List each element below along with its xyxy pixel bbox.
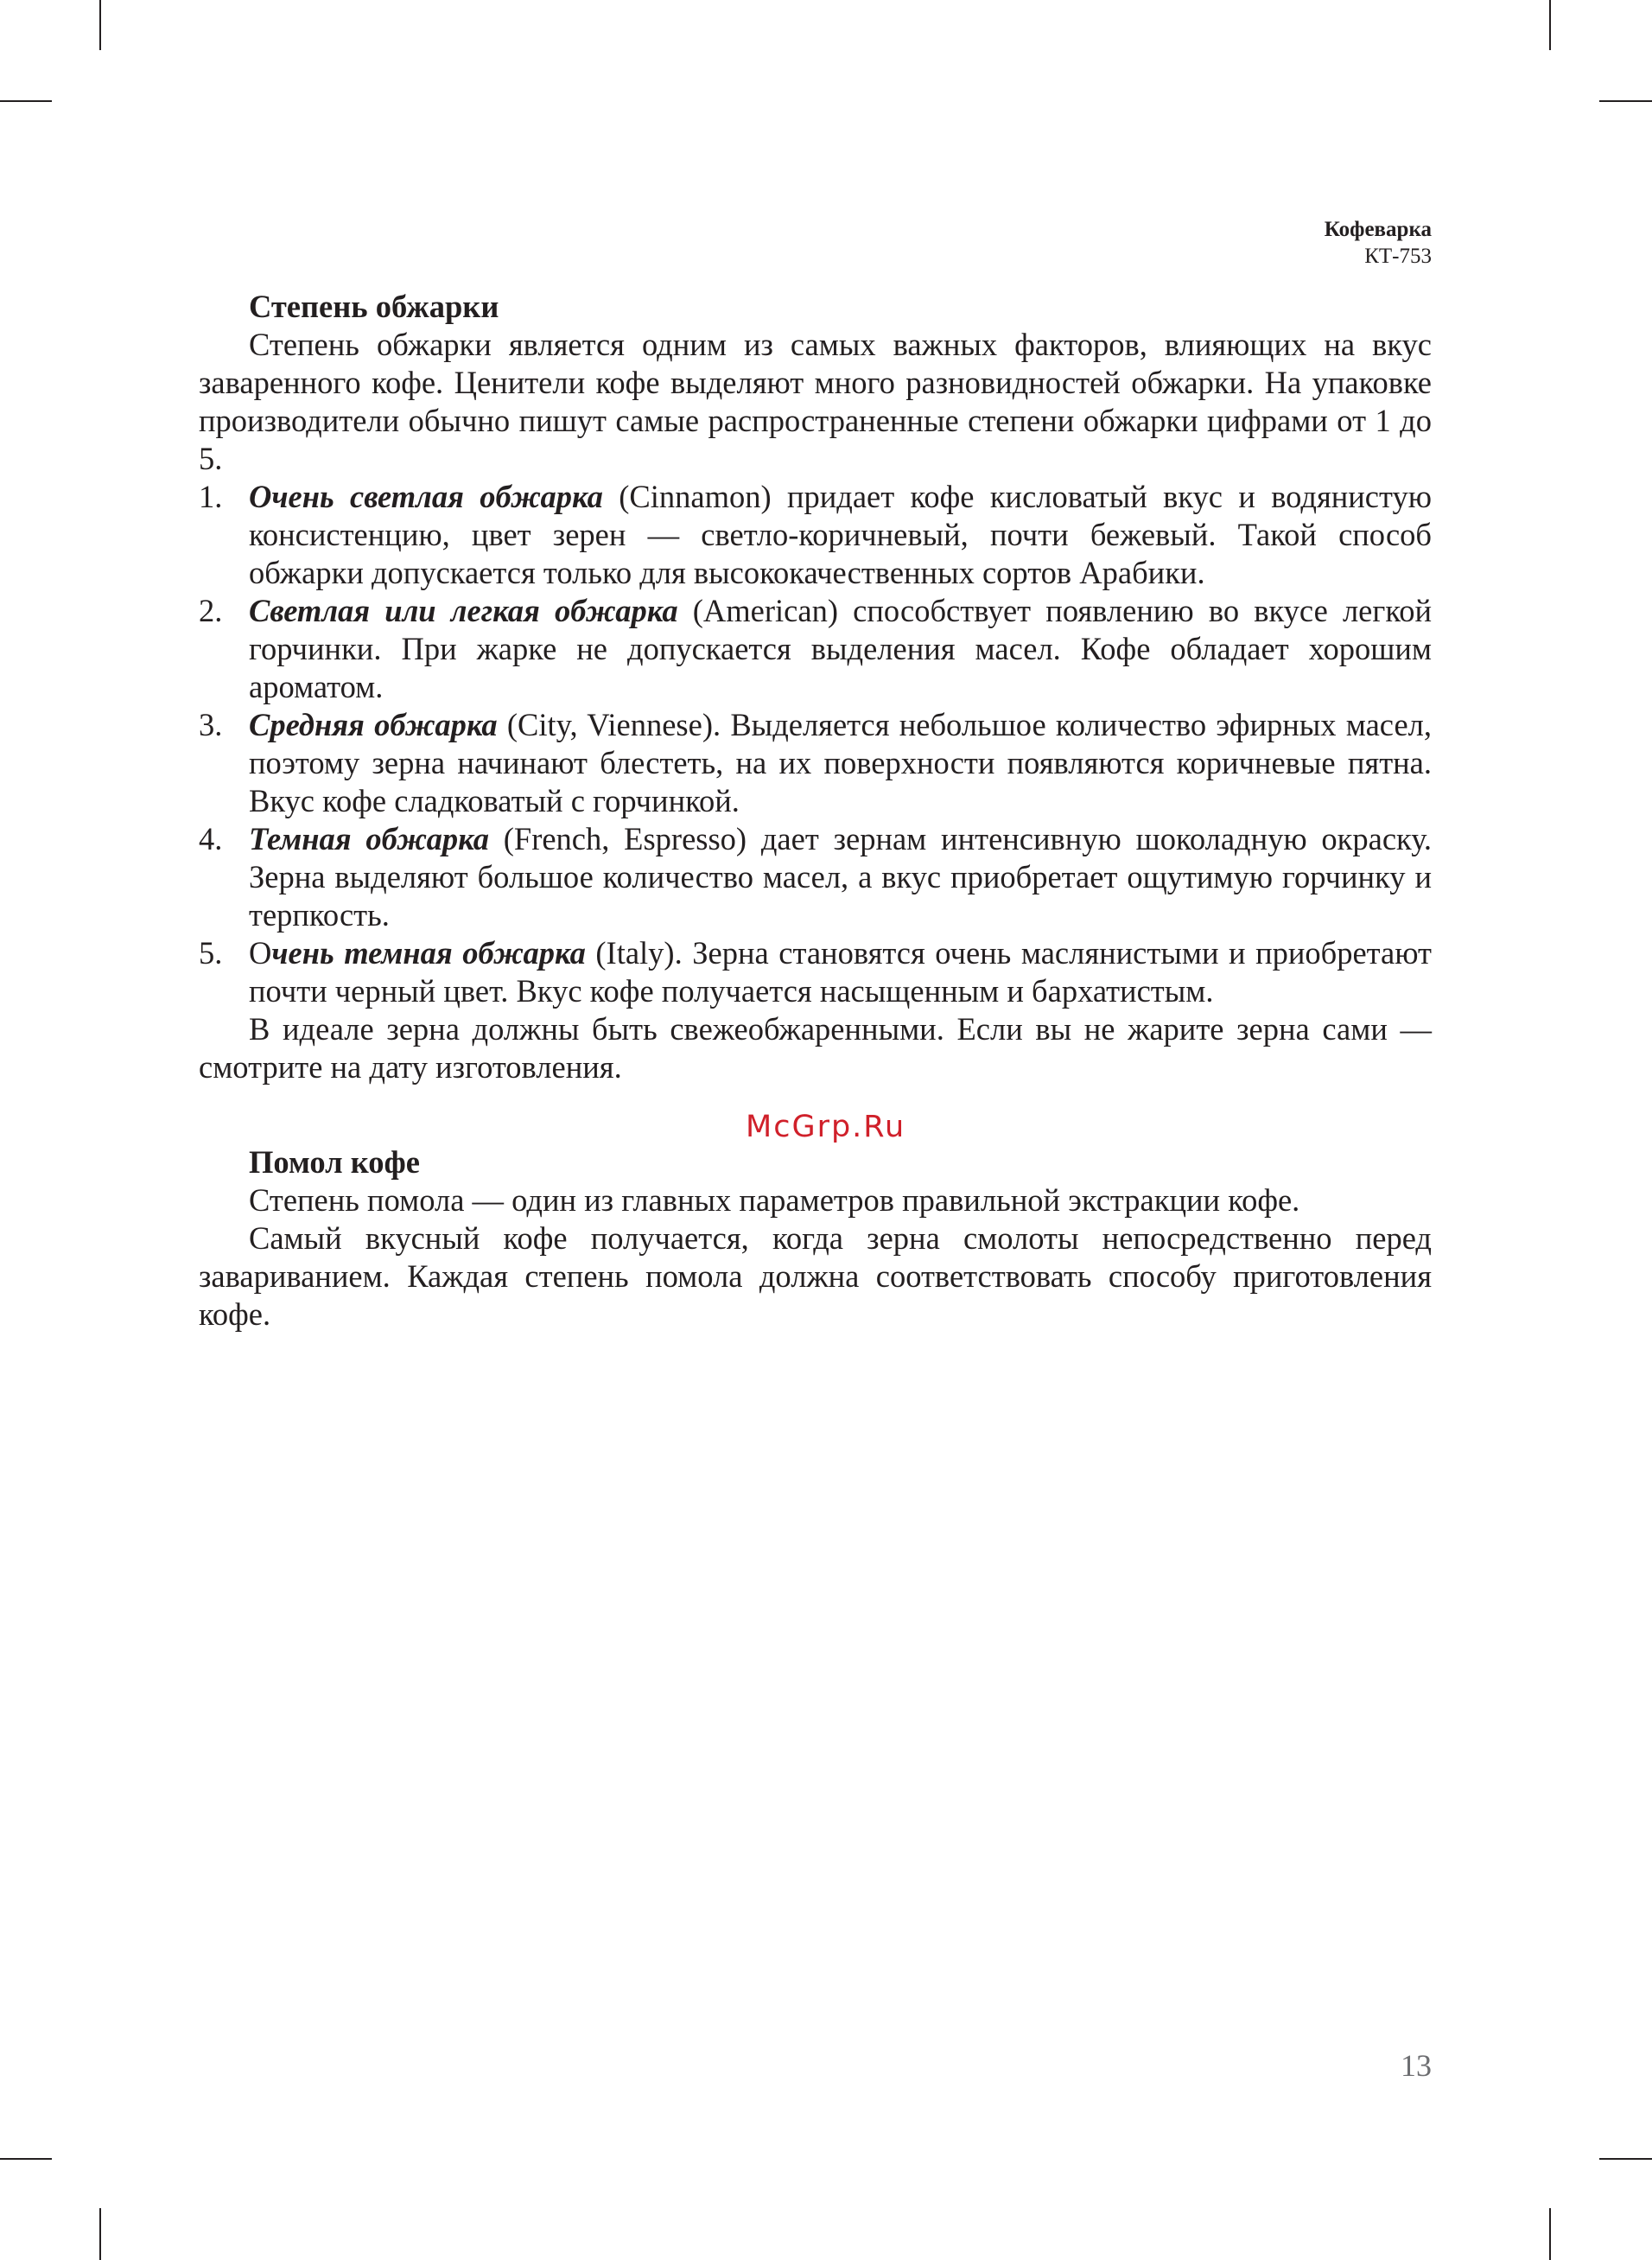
list-item-number: 3. xyxy=(199,707,223,742)
list-item-number: 5. xyxy=(199,935,223,971)
list-item-number: 2. xyxy=(199,593,223,628)
list-item-text: (City, Viennese). Выделяется небольшое количество эфирных масел, поэтому зерна начинают блестеть, на их поверхности появляются коричневые пятна. Вкус кофе сладковатый с горчинкой. xyxy=(249,707,1432,818)
list-item-text: (Italy). Зерна становятся очень маслянистыми и приобретают почти черный цвет. Вкус кофе получается насыщенным и бархатистым. xyxy=(249,935,1432,1009)
crop-mark-right-bottom xyxy=(1599,2158,1652,2160)
grind-paragraph-2: Самый вкусный кофе получается, когда зерна смолоты непосредственно перед завариванием. Каждая степень помола должна соответствовать способу приготовления кофе. xyxy=(199,1220,1432,1332)
header-title: Кофеварка xyxy=(1324,218,1432,241)
crop-mark-bottom-left xyxy=(99,2208,101,2260)
list-item xyxy=(199,934,1432,1010)
grind-paragraph-1: Степень помола — один из главных параметров правильной экстракции кофе. xyxy=(249,1182,1300,1218)
list-item-number: 4. xyxy=(199,821,223,856)
list-item-text: (American) способствует появлению во вкусе легкой горчинки. При жарке не допускается выделения масел. Кофе обладает хорошим ароматом. xyxy=(249,593,1433,704)
running-header xyxy=(1325,216,1432,270)
list-item-term: чень темная обжарка xyxy=(271,935,586,971)
roast-levels-list xyxy=(199,478,1432,1010)
crop-mark-bottom-right xyxy=(1549,2208,1551,2260)
list-item xyxy=(199,478,1432,592)
list-item-term: Очень светлая обжарка xyxy=(249,479,603,514)
list-item-term: Средняя обжарка xyxy=(249,707,498,742)
list-item-number: 1. xyxy=(199,479,223,514)
list-item-term: Темная обжарка xyxy=(249,821,489,856)
watermark-text: McGrp.Ru xyxy=(746,1110,906,1144)
page-number: 13 xyxy=(1401,2048,1432,2083)
list-item-prefix: О xyxy=(249,935,272,971)
list-item xyxy=(199,592,1432,706)
crop-mark-top-left xyxy=(99,0,101,50)
roast-intro-paragraph: Степень обжарки является одним из самых важных факторов, влияющих на вкус заваренного кофе. Ценители кофе выделяют много разновидностей обжарки. На упаковке производители обычно пишут самые распространенные степени обжарки цифрами от 1 до 5. xyxy=(199,327,1432,476)
section-heading-roast: Степень обжарки xyxy=(249,289,499,324)
crop-mark-left-bottom xyxy=(0,2158,52,2160)
list-item-text: (French, Espresso) дает зернам интенсивную шоколадную окраску. Зерна выделяют большое количество масел, а вкус приобретает ощутимую горчинку и терпкость. xyxy=(249,821,1432,933)
header-model: КТ-753 xyxy=(1364,245,1432,268)
list-item xyxy=(199,706,1432,820)
section-heading-grind: Помол кофе xyxy=(249,1144,420,1180)
roast-outro-paragraph: В идеале зерна должны быть свежеобжаренными. Если вы не жарите зерна сами — смотрите на дату изготовления. xyxy=(199,1011,1432,1085)
list-item xyxy=(199,820,1432,934)
page-content xyxy=(199,288,1432,1334)
list-item-text: (Cinnamon) придает кофе кисловатый вкус и водянистую консистенцию, цвет зерен — светло-коричневый, почти бежевый. Такой способ обжарки допускается только для высококачественных сортов Арабики. xyxy=(249,479,1432,590)
crop-mark-left-top xyxy=(0,100,52,102)
crop-mark-top-right xyxy=(1549,0,1551,50)
list-item-term: Светлая или легкая обжарка xyxy=(249,593,678,628)
crop-mark-right-top xyxy=(1599,100,1652,102)
